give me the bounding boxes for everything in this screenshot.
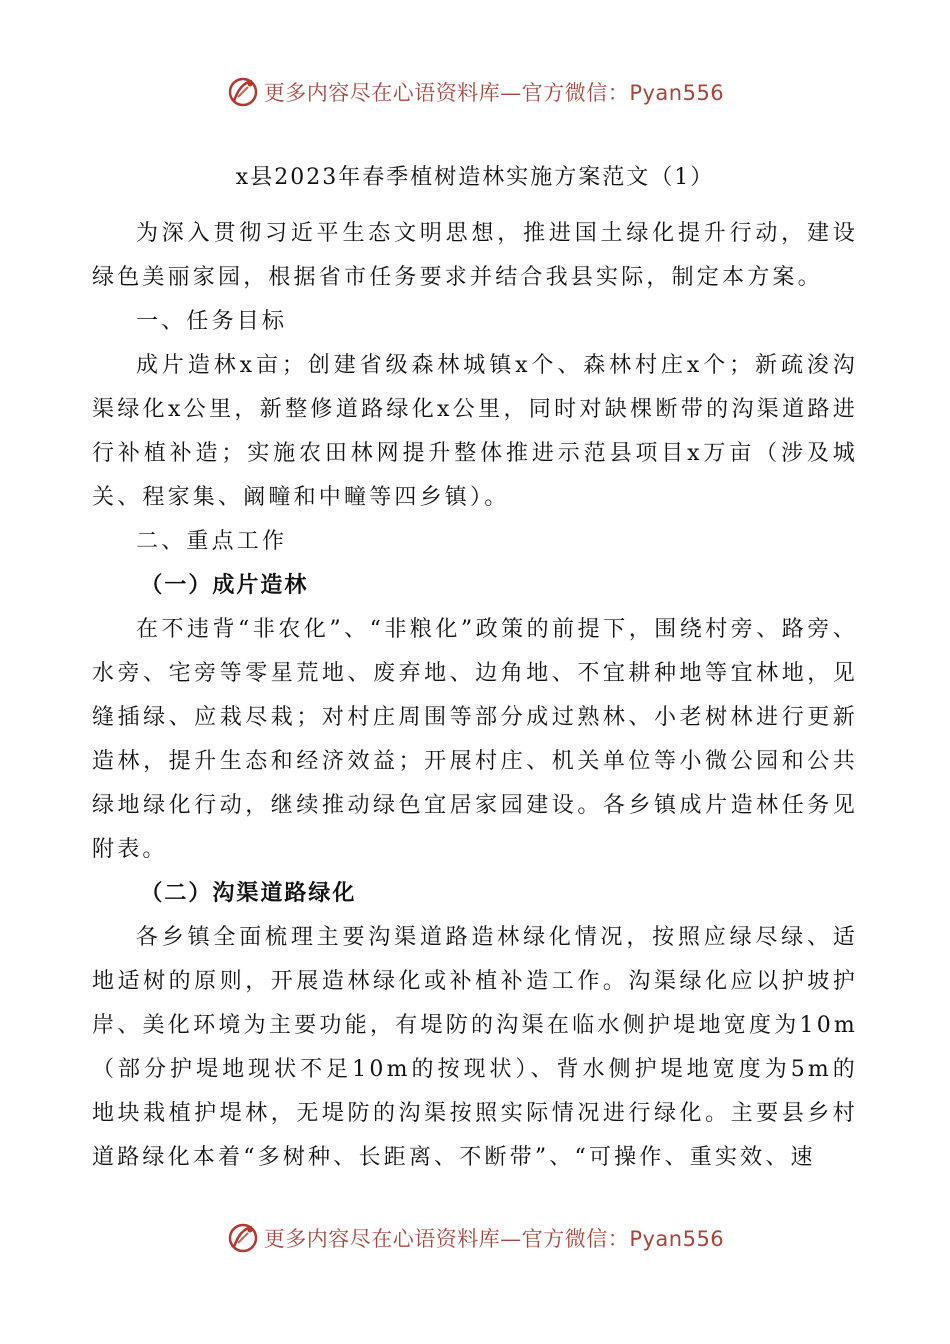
document-title: x县2023年春季植树造林实施方案范文（1） (235, 165, 715, 190)
section-heading-key-work: 二、重点工作 (136, 529, 288, 554)
intro-paragraph: 为深入贯彻习近平生态文明思想，推进国土绿化提升行动，建设绿色美丽家园，根据省市任务要求并结合我县实际，制定本方案。 (92, 221, 858, 290)
brand-logo-icon (226, 75, 260, 109)
subheading-ditch-road-greening: （二）沟渠道路绿化 (140, 881, 357, 906)
brand-logo-icon (226, 1221, 260, 1255)
header-banner (0, 72, 950, 112)
banner-text: 更多内容尽在心语资料库—官方微信：Pyan556 (263, 1227, 725, 1251)
document-body (92, 212, 858, 1180)
banner-text: 更多内容尽在心语资料库—官方微信：Pyan556 (263, 81, 725, 105)
wechat-id: Pyan556 (629, 81, 725, 105)
ditch-road-paragraph: 各乡镇全面梳理主要沟渠道路造林绿化情况，按照应绿尽绿、适地适树的原则，开展造林绿化或补植补造工作。沟渠绿化应以护坡护岸、美化环境为主要功能，有堤防的沟渠在临水侧护堤地宽度为10m（部分护堤地现状不足10m的按现状）、背水侧护堤地宽度为5m的地块栽植护堤林，无堤防的沟渠按照实际情况进行绿化。主要县乡村道路绿化本着“多树种、长距离、不断带”、“可操作、重实效、速 (92, 925, 858, 1170)
wechat-id: Pyan556 (629, 1227, 725, 1251)
footer-banner (0, 1218, 950, 1258)
goals-paragraph: 成片造林x亩；创建省级森林城镇x个、森林村庄x个；新疏浚沟渠绿化x公里，新整修道路绿化x公里，同时对缺棵断带的沟渠道路进行补植补造；实施农田林网提升整体推进示范县项目x万亩（涉及城关、程家集、阚疃和中疃等四乡镇）。 (92, 353, 858, 510)
afforestation-paragraph: 在不违背“非农化”、“非粮化”政策的前提下，围绕村旁、路旁、水旁、宅旁等零星荒地、废弃地、边角地、不宜耕种地等宜林地，见缝插绿、应栽尽栽；对村庄周围等部分成过熟林、小老树林进行更新造林，提升生态和经济效益；开展村庄、机关单位等小微公园和公共绿地绿化行动，继续推动绿色宜居家园建设。各乡镇成片造林任务见附表。 (92, 617, 858, 862)
subheading-afforestation: （一）成片造林 (140, 573, 309, 598)
section-heading-goals: 一、任务目标 (136, 309, 288, 334)
